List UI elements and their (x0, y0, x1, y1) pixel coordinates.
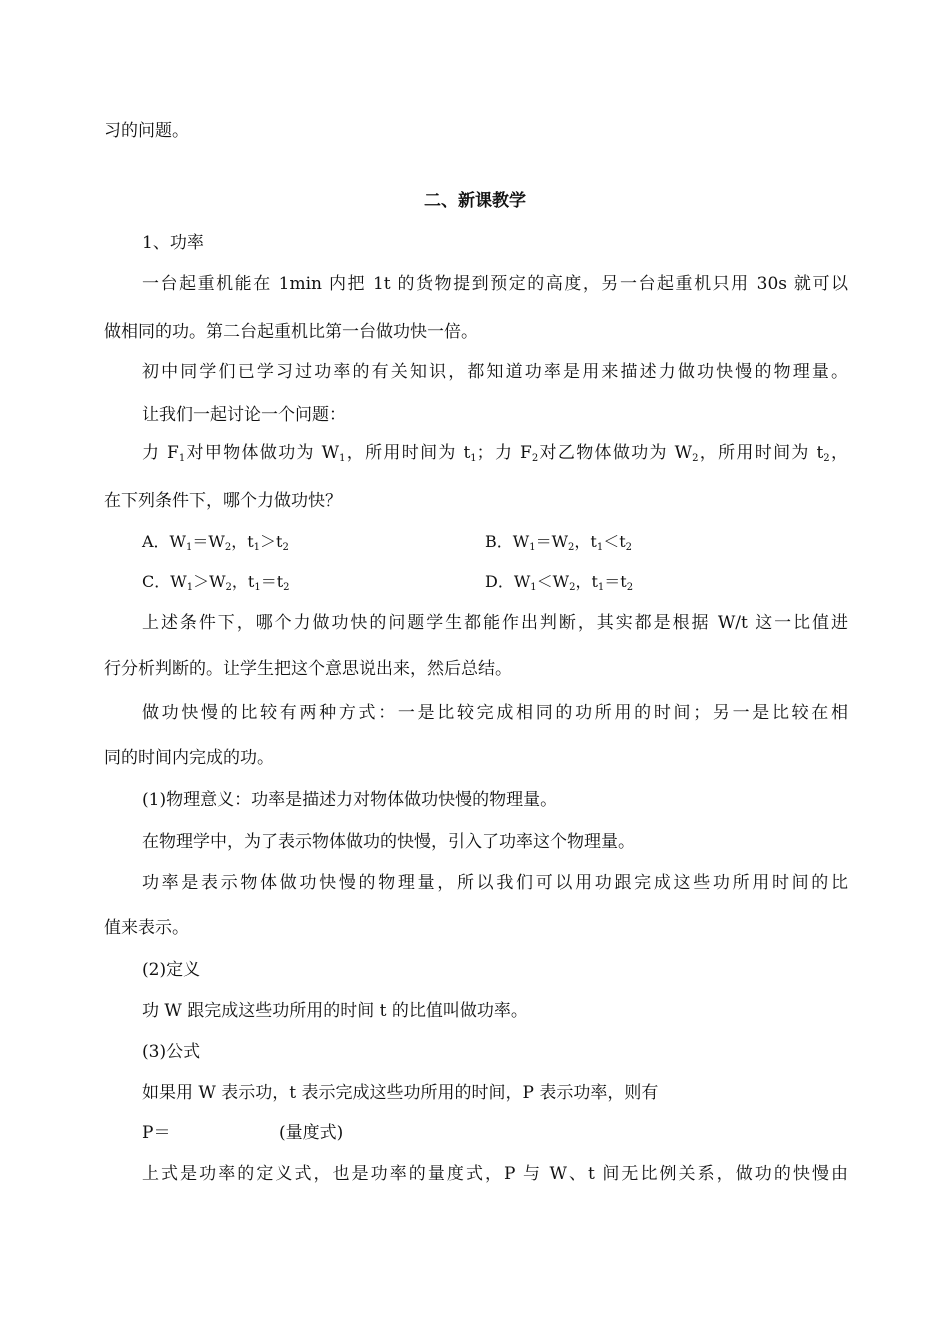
subheading-formula: (3)公式 (142, 1042, 201, 1062)
paragraph-line: 一台起重机能在 1min 内把 1t 的货物提到预定的高度，另一台起重机只用 30s 就可以 (142, 274, 848, 294)
paragraph-line: 上述条件下，哪个力做功快的问题学生都能作出判断，其实都是根据 W/t 这一比值进 (142, 613, 848, 633)
question-line: 在下列条件下，哪个力做功快？ (104, 491, 342, 511)
subheading-meaning: (1)物理意义：功率是描述力对物体做功快慢的物理量。 (142, 790, 558, 810)
paragraph-line: 做相同的功。第二台起重机比第一台做功快一倍。 (104, 322, 478, 342)
subheading-definition: (2)定义 (142, 960, 201, 980)
paragraph-line: 行分析判断的。让学生把这个意思说出来，然后总结。 (104, 659, 512, 679)
question-line: 力 $F_1$对甲物体做功为 $W_1$，所用时间为 $t_1$；力 $F_2$对乙物体做功为 $W_2$，所用时间为 $t_2$， (142, 443, 848, 464)
formula-lhs: P＝ (142, 1123, 171, 1143)
paragraph-line: 同的时间内完成的功。 (104, 748, 274, 768)
paragraph-line: 让我们一起讨论一个问题： (142, 405, 346, 425)
option-c: C．$W_1>W_2$，$t_1=t_2$ (142, 572, 290, 593)
formula-note: (量度式) (279, 1123, 344, 1143)
paragraph-line: 如果用 W 表示功，t 表示完成这些功所用的时间，P 表示功率，则有 (142, 1083, 659, 1103)
paragraph-line: 初中同学们已学习过功率的有关知识，都知道功率是用来描述力做功快慢的物理量。 (142, 362, 848, 382)
paragraph-line: 上式是功率的定义式，也是功率的量度式，P 与 W、t 间无比例关系，做功的快慢由 (142, 1164, 848, 1184)
paragraph-line: 在物理学中，为了表示物体做功的快慢，引入了功率这个物理量。 (142, 832, 635, 852)
paragraph-line: 做功快慢的比较有两种方式：一是比较完成相同的功所用的时间；另一是比较在相 (142, 703, 848, 723)
subheading-power: 1、功率 (142, 233, 204, 253)
option-b: B．$W_1=W_2$，$t_1<t_2$ (485, 532, 633, 553)
option-d: D．$W_1<W_2$，$t_1=t_2$ (485, 572, 634, 593)
intro-tail: 习的问题。 (104, 121, 189, 141)
paragraph-line: 功率是表示物体做功快慢的物理量，所以我们可以用功跟完成这些功所用时间的比 (142, 873, 848, 893)
section-title: 二、新课教学 (424, 191, 526, 211)
paragraph-line: 值来表示。 (104, 918, 189, 938)
option-a: A．$W_1=W_2$，$t_1>t_2$ (142, 532, 289, 553)
paragraph-line: 功 W 跟完成这些功所用的时间 t 的比值叫做功率。 (142, 1001, 528, 1021)
